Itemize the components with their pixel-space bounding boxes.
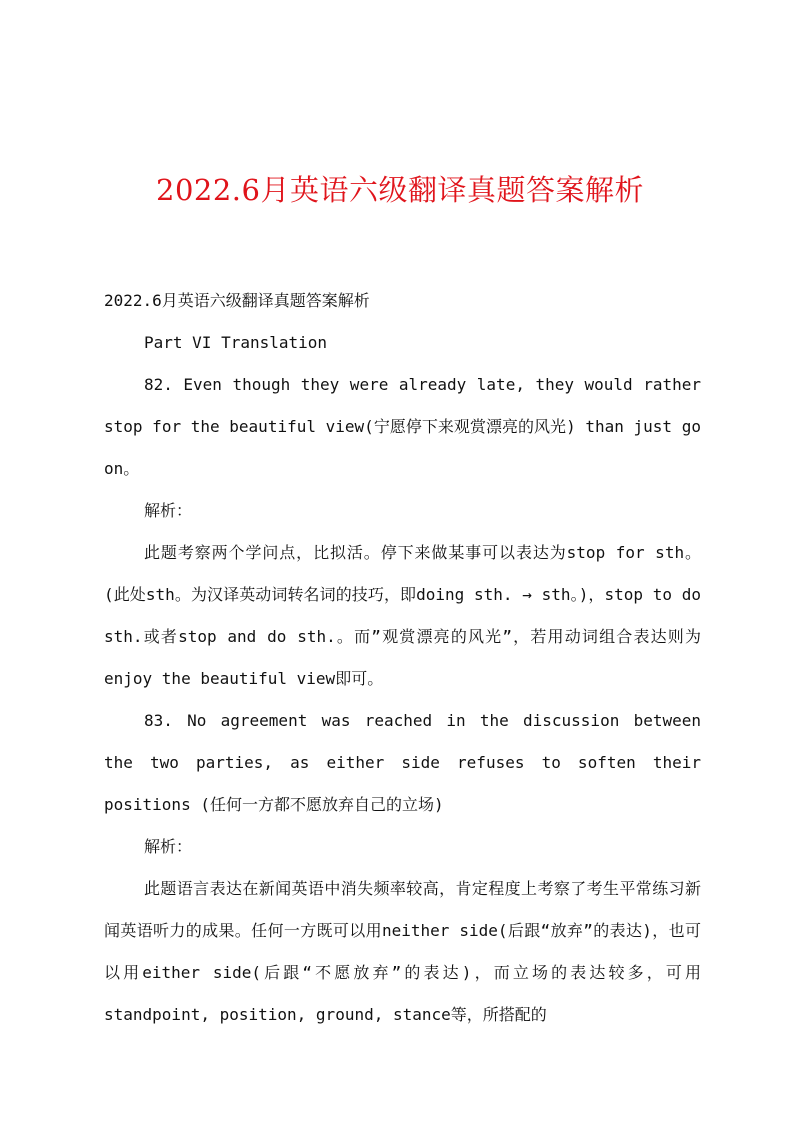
document-subtitle: 2022.6月英语六级翻译真题答案解析	[104, 291, 370, 310]
analysis-label-83: 解析：	[144, 837, 193, 856]
document-title: 2022.6月英语六级翻译真题答案解析	[156, 173, 644, 207]
analysis-83: 此题语言表达在新闻英语中消失频率较高，肯定程度上考察了考生平常练习新闻英语听力的成果。任何一方既可以用neither side(后跟“放弃”的表达)，也可以用either side(后跟“不愿放弃”的表达)，而立场的表达较多，可用standpoint, position, ground, stance等，所搭配的	[104, 879, 701, 1024]
analysis-82: 此题考察两个学问点，比拟活。停下来做某事可以表达为stop for sth。(此处sth。为汉译英动词转名词的技巧，即doing sth. → sth。)，stop to do sth.或者stop and do sth.。而”观赏漂亮的风光”，若用动词组合表达则为enjoy the beautiful view即可。	[104, 543, 701, 688]
question-83: 83. No agreement was reached in the discussion between the two parties, as either side refuses to soften their positions (任何一方都不愿放弃自己的立场)	[104, 711, 701, 814]
question-82: 82. Even though they were already late, they would rather stop for the beautiful view(宁愿停下来观赏漂亮的风光) than just go on。	[104, 375, 701, 478]
analysis-label-82: 解析：	[144, 501, 193, 520]
document-body	[104, 280, 701, 1036]
part-heading: Part VI Translation	[144, 333, 328, 352]
